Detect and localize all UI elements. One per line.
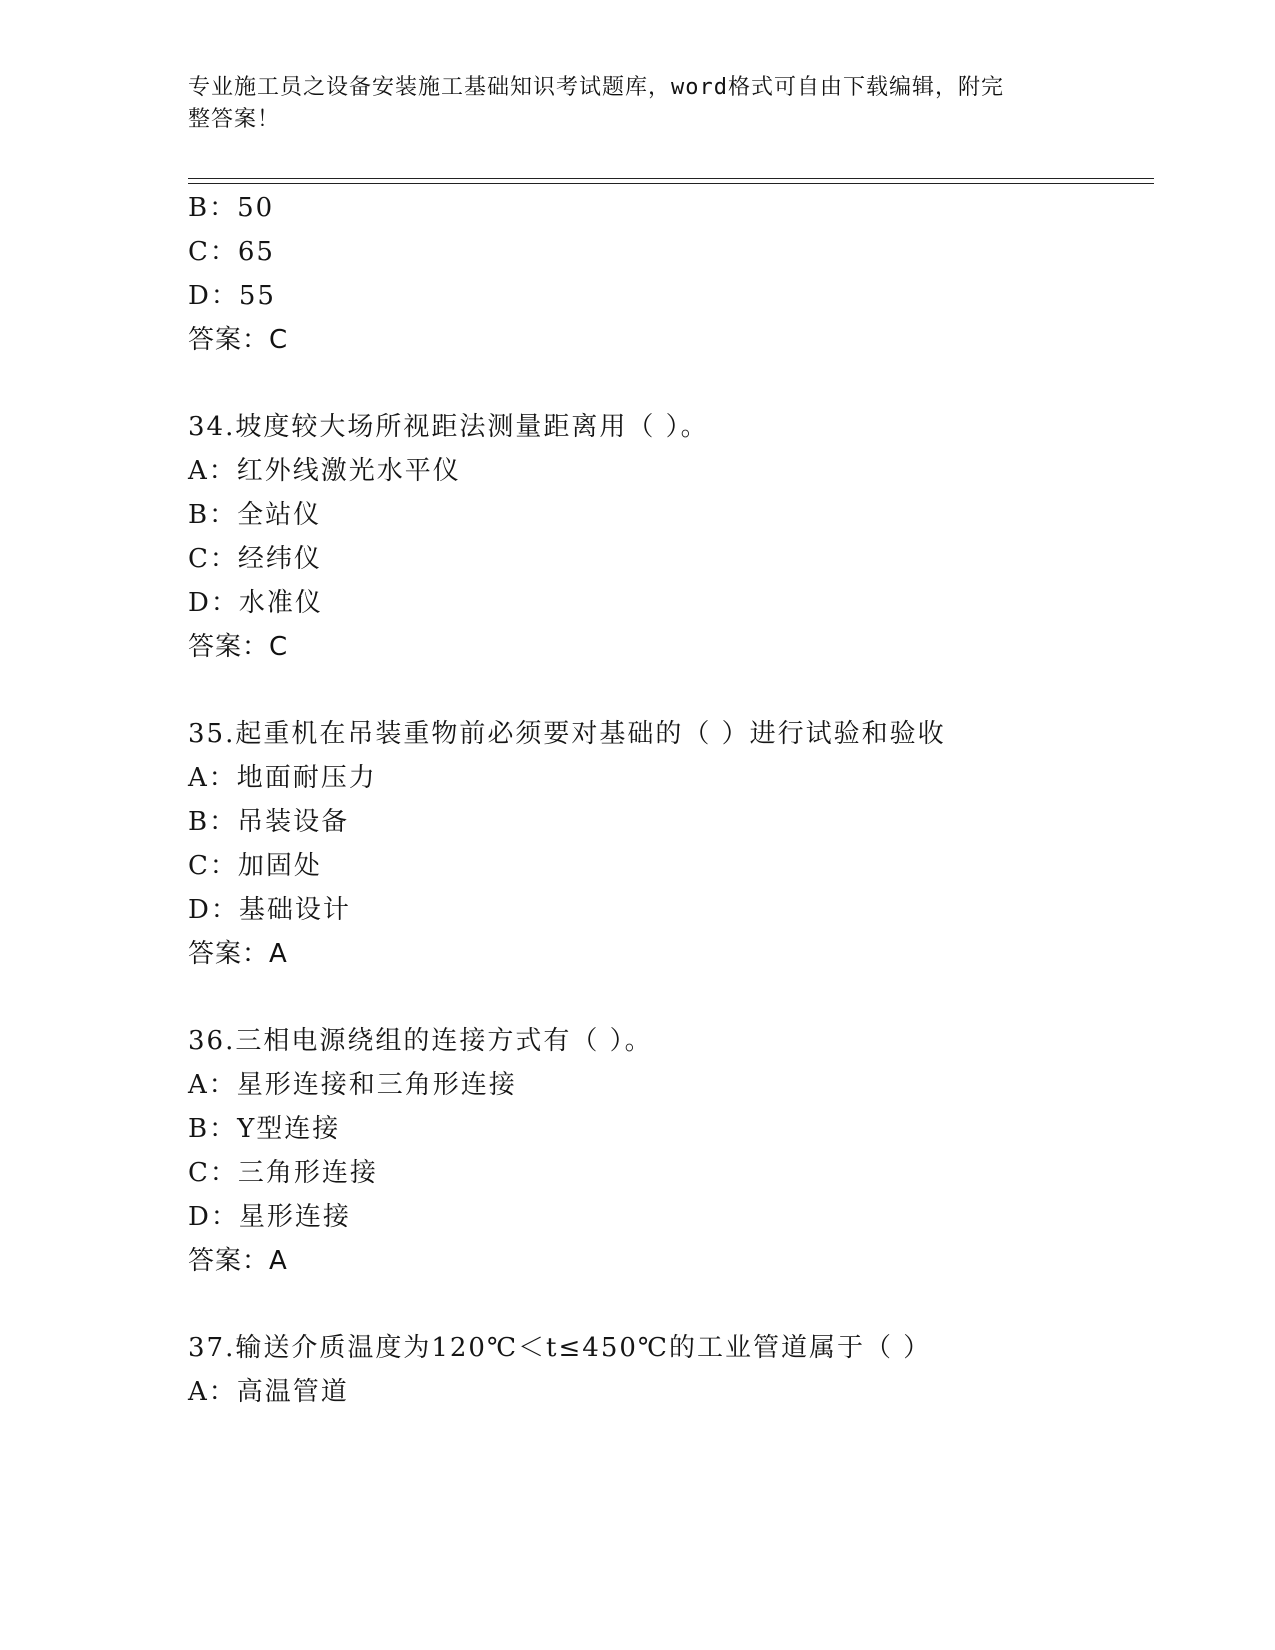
q35-option-d: D：基础设计 <box>188 895 351 925</box>
q34-question: 34.坡度较大场所视距法测量距离用（ ）。 <box>188 412 709 442</box>
q33-option-c: C：65 <box>188 237 275 267</box>
q34-option-a: A：红外线激光水平仪 <box>188 456 461 486</box>
q36-option-b: B：Y型连接 <box>188 1114 341 1144</box>
q35-option-a: A：地面耐压力 <box>188 763 377 793</box>
q33-option-b: B：50 <box>188 193 275 223</box>
q34-option-c: C：经纬仪 <box>188 544 322 574</box>
document-header <box>188 72 1068 136</box>
header-divider-top <box>188 178 1154 179</box>
q36-option-d: D：星形连接 <box>188 1202 351 1232</box>
q35-option-b: B：吊装设备 <box>188 807 350 837</box>
q34-answer: 答案：C <box>188 632 289 662</box>
q34-option-d: D：水准仪 <box>188 588 323 618</box>
q37-option-a: A：高温管道 <box>188 1377 349 1407</box>
q36-option-c: C：三角形连接 <box>188 1158 378 1188</box>
q35-answer: 答案：A <box>188 939 288 969</box>
q36-answer: 答案：A <box>188 1246 288 1276</box>
q33-option-d: D：55 <box>188 281 276 311</box>
q37-question: 37.输送介质温度为120℃＜t≤450℃的工业管道属于（ ） <box>188 1333 932 1363</box>
header-divider-bottom <box>188 183 1154 184</box>
q36-question: 36.三相电源绕组的连接方式有（ ）。 <box>188 1026 653 1056</box>
header-line-1: 专业施工员之设备安装施工基础知识考试题库，word格式可自由下载编辑，附完 <box>188 75 1004 100</box>
header-line-2: 整答案！ <box>188 107 281 132</box>
q35-question: 35.起重机在吊装重物前必须要对基础的（ ）进行试验和验收 <box>188 719 946 749</box>
q35-option-c: C：加固处 <box>188 851 322 881</box>
q34-option-b: B：全站仪 <box>188 500 322 530</box>
q36-option-a: A：星形连接和三角形连接 <box>188 1070 517 1100</box>
q33-answer: 答案：C <box>188 325 289 355</box>
